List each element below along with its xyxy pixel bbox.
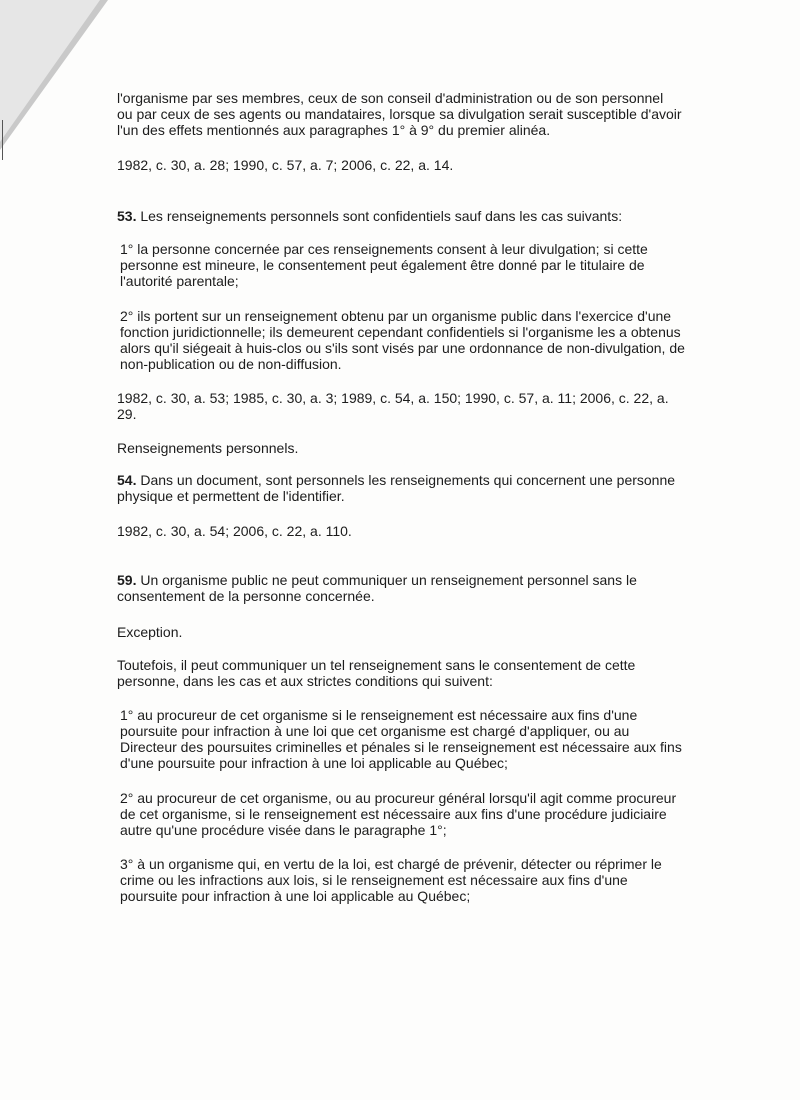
- article-number: 53.: [117, 208, 137, 224]
- article-59-item-3: 3° à un organisme qui, en vertu de la loi, est chargé de prévenir, détecter ou réprimer le crime ou les infractions aux lois, si le renseignement est nécessaire aux fins d'une poursuite pour infraction à une loi applicable au Québec;: [120, 856, 662, 904]
- article-59-intro: Toutefois, il peut communiquer un tel renseignement sans le consentement de cette personne, dans les cas et aux strictes conditions qui suivent:: [117, 657, 636, 689]
- citation-54: 1982, c. 30, a. 54; 2006, c. 22, a. 110.: [117, 523, 352, 539]
- continuation-paragraph: l'organisme par ses membres, ceux de son conseil d'administration ou de son personnel ou par ceux de ses agents ou mandataires, lorsque sa divulgation serait susceptible d'avoir l'un des effets mentionnés aux paragraphes 1° à 9° du premier alinéa.: [117, 90, 682, 138]
- article-53-item-2: 2° ils portent sur un renseignement obtenu par un organisme public dans l'exercice d'une fonction juridictionnelle; ils demeurent cependant confidentiels si l'organisme les a obtenus alors qu'il siégeait à huis-clos ou s'ils sont visés par une ordonnance de non-divulgation, de non-publication ou de non-diffusion.: [120, 308, 685, 372]
- article-59-item-1: 1° au procureur de cet organisme si le renseignement est nécessaire aux fins d'une poursuite pour infraction à une loi que cet organisme est chargé d'appliquer, ou au Directeur des poursuites criminelles et pénales si le renseignement est nécessaire aux fins d'une poursuite pour infraction à une loi applicable au Québec;: [120, 707, 682, 771]
- article-text: Un organisme public ne peut communiquer un renseignement personnel sans le consentement de la personne concernée.: [117, 572, 637, 604]
- article-59-item-2: 2° au procureur de cet organisme, ou au procureur général lorsqu'il agit comme procureur de cet organisme, si le renseignement est nécessaire aux fins d'une procédure judiciaire autre qu'une procédure visée dans le paragraphe 1°;: [120, 790, 677, 838]
- page-corner-fold-shade: [0, 0, 100, 142]
- heading-personal-info: Renseignements personnels.: [117, 440, 299, 456]
- article-53-heading: [117, 208, 682, 224]
- article-59: [117, 572, 682, 604]
- article-text: Les renseignements personnels sont confidentiels sauf dans les cas suivants:: [140, 208, 623, 224]
- article-text: Dans un document, sont personnels les renseignements qui concernent une personne physique et permettent de l'identifier.: [117, 472, 676, 504]
- citation-52: 1982, c. 30, a. 28; 1990, c. 57, a. 7; 2006, c. 22, a. 14.: [117, 157, 454, 173]
- article-number: 59.: [117, 572, 137, 588]
- exception-heading: Exception.: [117, 624, 183, 640]
- page-edge-mark: [2, 120, 3, 160]
- article-number: 54.: [117, 472, 137, 488]
- citation-53: 1982, c. 30, a. 53; 1985, c. 30, a. 3; 1989, c. 54, a. 150; 1990, c. 57, a. 11; 2006, c. 22, a. 29.: [117, 390, 669, 422]
- article-54: [117, 472, 682, 504]
- article-53-item-1: 1° la personne concernée par ces renseignements consent à leur divulgation; si cette personne est mineure, le consentement peut également être donné par le titulaire de l'autorité parentale;: [120, 241, 648, 289]
